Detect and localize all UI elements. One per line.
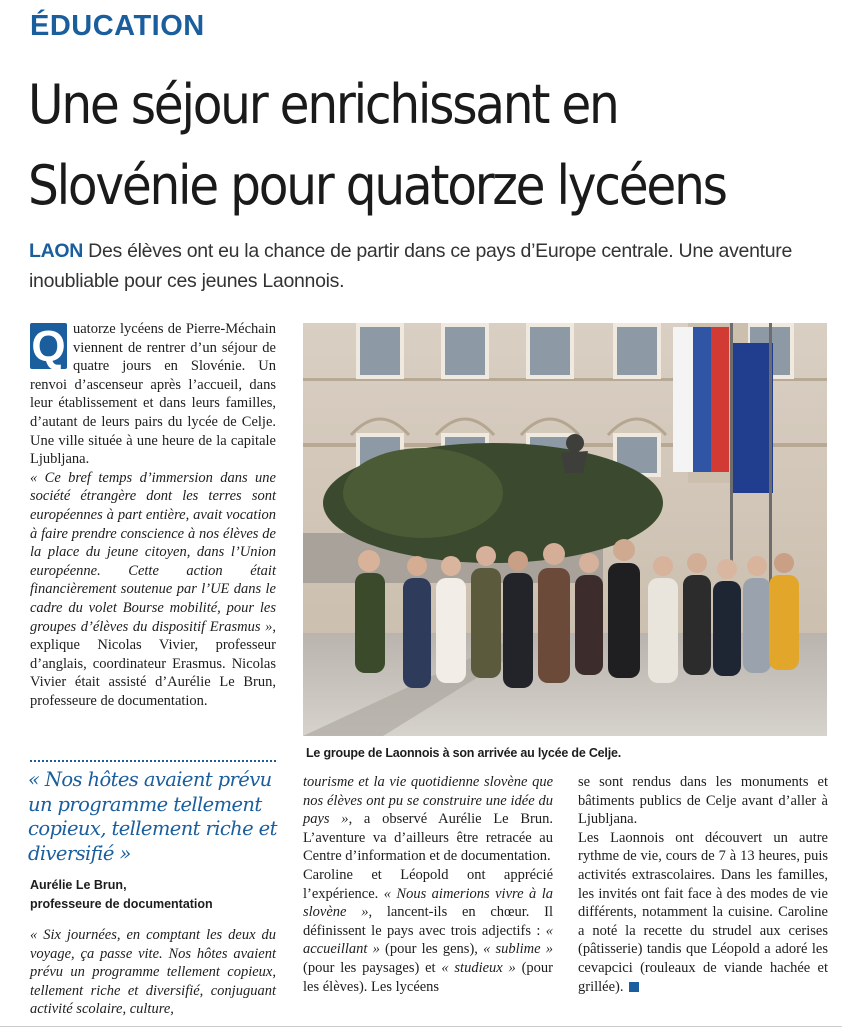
paragraph-students: Caroline et Léopold ont apprécié l’expérience. bbox=[303, 866, 553, 902]
section-rubric: ÉDUCATION bbox=[30, 10, 205, 42]
headline-line-1: Une séjour enrichissant en bbox=[28, 73, 618, 136]
headline bbox=[28, 64, 748, 226]
paragraph-rhythm: Les Laonnois ont découvert un autre rythme de vie, cours de 7 à 13 heures, puis activités extrascolaires. Dans les familles, les invités ont fait face à des modes de vie différents, notamment la cuisine. Caroline a noté la recette du strudel aux cerises (pâtisserie) tandis que Léopold a adoré les cevapcici (rouleaux de viande hachée et grillée). bbox=[578, 829, 828, 995]
dateline-city: LAON bbox=[29, 240, 84, 262]
quote-students: « Nous aimerions vivre à la slovène » bbox=[303, 885, 553, 921]
adjective-2-note: (pour les paysages) et bbox=[303, 959, 442, 976]
photo-caption: Le groupe de Laonnois à son arrivée au lycée de Celje. bbox=[306, 746, 622, 760]
pull-quote-divider bbox=[30, 760, 276, 762]
adjective-1-note: (pour les gens), bbox=[379, 941, 484, 958]
article-column-2 bbox=[303, 773, 553, 996]
adjective-1: « accueillant » bbox=[303, 922, 553, 958]
bottom-rule bbox=[0, 1026, 842, 1027]
quote-vivier: « Ce bref temps d’immersion dans une société étrangère dont les terres sont européennes à part entière, avait vocation à faire prendre conscience à nos élèves de la place du jeune citoyen, dans l’Union européenne. Cette action était financièrement soutenue par l’UE dans le cadre du volet Bourse mobilité, pour les groupes d’élèves du dispositif Erasmus » bbox=[30, 469, 276, 635]
pull-quote: « Nos hôtes avaient prévu un programme tellement copieux, tellement riche et diversifié » bbox=[28, 768, 277, 865]
adjective-2: « sublime » bbox=[483, 941, 554, 958]
drop-cap: Q bbox=[31, 322, 66, 371]
paragraph-cdi: , a observé Aurélie Le Brun. L’aventure va d’ailleurs être retracée au Centre d’information et de documentation. bbox=[303, 811, 553, 865]
lead-paragraph bbox=[29, 236, 829, 296]
end-of-article-mark bbox=[629, 982, 639, 992]
lead-text: Des élèves ont eu la chance de partir dans ce pays d’Europe centrale. Une aventure inoubliable pour ces jeunes Laonnois. bbox=[29, 240, 793, 292]
paragraph-attribution: , explique Nicolas Vivier, professeur d’anglais, coordinateur Erasmus. Nicolas Vivier était assisté d’Aurélie Le Brun, professeure de documentation. bbox=[30, 618, 276, 709]
paragraph-adjectives: , lancent-ils en chœur. Il définissent le pays avec trois adjectifs : bbox=[303, 904, 554, 939]
group-photo bbox=[303, 323, 827, 736]
pull-quote-author-role: professeure de documentation bbox=[30, 897, 213, 911]
article-column-1 bbox=[30, 320, 276, 710]
article-column-3 bbox=[578, 773, 828, 996]
pull-quote-author bbox=[30, 876, 280, 914]
headline-line-2: Slovénie pour quatorze lycéens bbox=[28, 154, 726, 217]
quote-le-brun-end: tourisme et la vie quotidienne slovène que nos élèves ont pu se construire une idée du pays » bbox=[303, 774, 553, 828]
photo-illustration bbox=[303, 323, 827, 736]
adjective-3-note: (pour les élèves). Les lycéens bbox=[303, 959, 553, 995]
pull-quote-author-name: Aurélie Le Brun, bbox=[30, 878, 127, 892]
article-column-1-bottom bbox=[30, 926, 276, 1019]
paragraph-monuments: se sont rendus dans les monuments et bâtiments publics de Celje avant d’aller à Ljubljana. bbox=[578, 774, 828, 828]
adjective-3: « studieux » bbox=[441, 959, 516, 976]
paragraph-intro: uatorze lycéens de Pierre-Méchain viennent de rentrer d’un séjour de quatre jours en Slovénie. Un renvoi d’ascenseur après l’accueil, dans leur établissement et dans leurs familles, d’autant de leurs pairs du lycée de Celje. Une ville située à une heure de la capitale Ljubljana. bbox=[30, 321, 276, 468]
quote-le-brun-start: « Six journées, en comptant les deux du voyage, ça passe vite. Nos hôtes avaient prévu un programme tellement copieux, tellement riche et diversifié, conjuguant activité scolaire, culture, bbox=[30, 927, 276, 1018]
